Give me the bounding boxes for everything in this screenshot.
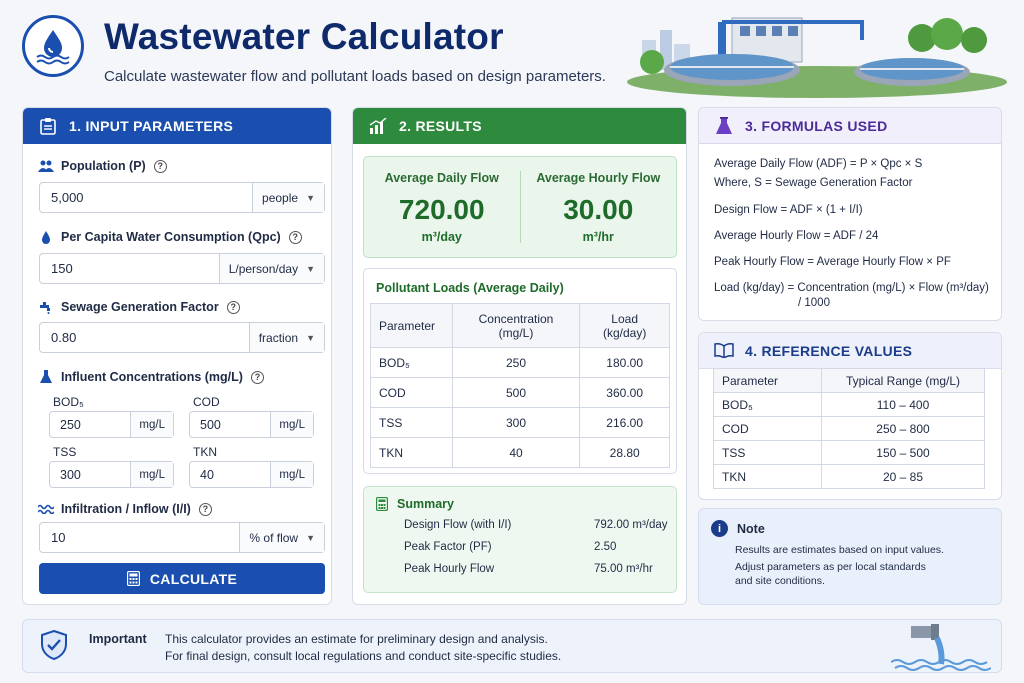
results-panel-title: 2. RESULTS	[399, 118, 482, 134]
average-hourly-flow: Average Hourly Flow 30.00 m³/hr	[536, 171, 661, 244]
tss-label: TSS	[53, 445, 77, 459]
table-row: TSS 150 – 500	[714, 441, 985, 465]
formula-line: / 1000	[798, 297, 830, 309]
pollutant-loads-table: Parameter Concentration (mg/L) Load (kg/day) BOD₅ 250 180.00 COD 500 360.00 TSS 300 216.00 TKN 40 28.80	[370, 303, 670, 468]
reference-panel-header	[699, 333, 1001, 369]
calculator-icon	[127, 571, 140, 586]
formula-line: Average Daily Flow (ADF) = P × Qpc × S	[714, 158, 923, 170]
water-drop-logo-icon	[22, 15, 84, 77]
important-label: Important	[89, 632, 147, 646]
table-row: TSS 300 216.00	[371, 408, 670, 438]
reference-values-panel	[698, 332, 1002, 500]
help-icon[interactable]: ?	[251, 371, 264, 384]
average-hourly-flow-value: 30.00	[563, 194, 634, 225]
formulas-panel-title: 3. FORMULAS USED	[745, 117, 888, 134]
formula-line: Design Flow = ADF × (1 + I/I)	[714, 204, 863, 216]
consumption-input[interactable]: 150 L/person/day ▼	[39, 253, 325, 284]
tkn-label: TKN	[193, 445, 217, 459]
tkn-input[interactable]: 40 mg/L	[189, 461, 314, 488]
help-icon[interactable]: ?	[227, 301, 240, 314]
formula-line: Where, S = Sewage Generation Factor	[714, 177, 913, 189]
shield-check-icon	[41, 630, 67, 665]
summary-title: Summary	[376, 497, 454, 511]
table-row: BOD₅ 110 – 400	[714, 393, 985, 417]
input-panel-header	[23, 108, 331, 144]
pollutant-loads-card	[363, 268, 677, 474]
table-row: COD 250 – 800	[714, 417, 985, 441]
note-line: Adjust parameters as per local standards	[735, 561, 926, 573]
input-parameters-panel	[22, 107, 332, 605]
population-input[interactable]: 5,000 people ▼	[39, 182, 325, 213]
book-icon	[713, 340, 735, 362]
info-icon: i	[711, 520, 728, 537]
factor-input[interactable]: 0.80 fraction ▼	[39, 322, 325, 353]
page-title: Wastewater Calculator	[104, 16, 504, 57]
consumption-label: Per Capita Water Consumption (Qpc) ?	[37, 230, 302, 244]
note-line: Results are estimates based on input values.	[735, 544, 944, 556]
formulas-panel-header	[699, 108, 1001, 144]
calculate-button[interactable]: CALCULATE	[39, 563, 325, 594]
consumption-unit-select[interactable]: L/person/day ▼	[219, 254, 324, 283]
help-icon[interactable]: ?	[199, 503, 212, 516]
results-panel-header	[353, 108, 686, 144]
treatment-plant-illustration-icon	[622, 10, 1007, 100]
page-header	[0, 0, 1024, 100]
input-panel-title: 1. INPUT PARAMETERS	[69, 118, 234, 134]
wave-icon	[37, 504, 55, 514]
population-label: Population (P) ?	[37, 159, 167, 173]
page-subtitle: Calculate wastewater flow and pollutant loads based on design parameters.	[104, 68, 606, 85]
note-title: i Note	[711, 520, 765, 537]
important-banner	[22, 619, 1002, 673]
important-line: For final design, consult local regulations and conduct site-specific studies.	[165, 649, 562, 663]
note-panel	[698, 508, 1002, 605]
infiltration-input[interactable]: 10 % of flow ▼	[39, 522, 325, 553]
chevron-down-icon: ▼	[306, 532, 315, 543]
summary-row-peak-factor: Peak Factor (PF) 2.50	[404, 541, 617, 553]
pipe-discharge-icon	[891, 622, 991, 672]
flow-summary-card	[363, 156, 677, 258]
chevron-down-icon: ▼	[306, 263, 315, 274]
reference-values-table: Parameter Typical Range (mg/L) BOD₅ 110 – 400 COD 250 – 800 TSS 150 – 500 TKN 20 – 85	[713, 368, 985, 489]
important-line: This calculator provides an estimate for preliminary design and analysis.	[165, 632, 548, 646]
infiltration-label: Infiltration / Inflow (I/I) ?	[37, 502, 212, 516]
calculator-icon	[376, 497, 388, 511]
table-row: TKN 40 28.80	[371, 438, 670, 468]
factor-unit-select[interactable]: fraction ▼	[249, 323, 324, 352]
pollutant-loads-title: Pollutant Loads (Average Daily)	[376, 281, 564, 295]
chevron-down-icon: ▼	[306, 192, 315, 203]
cod-label: COD	[193, 395, 220, 409]
cod-input[interactable]: 500 mg/L	[189, 411, 314, 438]
formula-line: Load (kg/day) = Concentration (mg/L) × Flow (m³/day)	[714, 282, 989, 294]
bod-label: BOD₅	[53, 395, 84, 409]
faucet-icon	[37, 301, 55, 314]
people-icon	[37, 160, 55, 172]
flask-icon	[713, 115, 735, 137]
formula-line: Average Hourly Flow = ADF / 24	[714, 230, 879, 242]
table-row: BOD₅ 250 180.00	[371, 348, 670, 378]
population-unit-select[interactable]: people ▼	[252, 183, 324, 212]
chevron-down-icon: ▼	[306, 332, 315, 343]
help-icon[interactable]: ?	[289, 231, 302, 244]
clipboard-icon	[37, 115, 59, 137]
infiltration-unit-select[interactable]: % of flow ▼	[239, 523, 324, 552]
summary-row-design-flow: Design Flow (with I/I) 792.00 m³/day	[404, 519, 668, 531]
water-drop-icon	[37, 231, 55, 244]
factor-label: Sewage Generation Factor ?	[37, 300, 240, 314]
bar-chart-icon	[367, 115, 389, 137]
average-daily-flow: Average Daily Flow 720.00 m³/day	[384, 171, 499, 244]
note-line: and site conditions.	[735, 575, 825, 587]
flask-icon	[37, 370, 55, 384]
results-panel	[352, 107, 687, 605]
formula-line: Peak Hourly Flow = Average Hourly Flow × PF	[714, 256, 951, 268]
average-daily-flow-value: 720.00	[398, 194, 485, 225]
summary-row-peak-hourly-flow: Peak Hourly Flow 75.00 m³/hr	[404, 563, 653, 575]
help-icon[interactable]: ?	[154, 160, 167, 173]
formulas-panel	[698, 107, 1002, 321]
table-row: COD 500 360.00	[371, 378, 670, 408]
table-row: TKN 20 – 85	[714, 465, 985, 489]
reference-panel-title: 4. REFERENCE VALUES	[745, 342, 913, 359]
bod-input[interactable]: 250 mg/L	[49, 411, 174, 438]
tss-input[interactable]: 300 mg/L	[49, 461, 174, 488]
influent-label: Influent Concentrations (mg/L) ?	[37, 370, 264, 384]
summary-card	[363, 486, 677, 593]
